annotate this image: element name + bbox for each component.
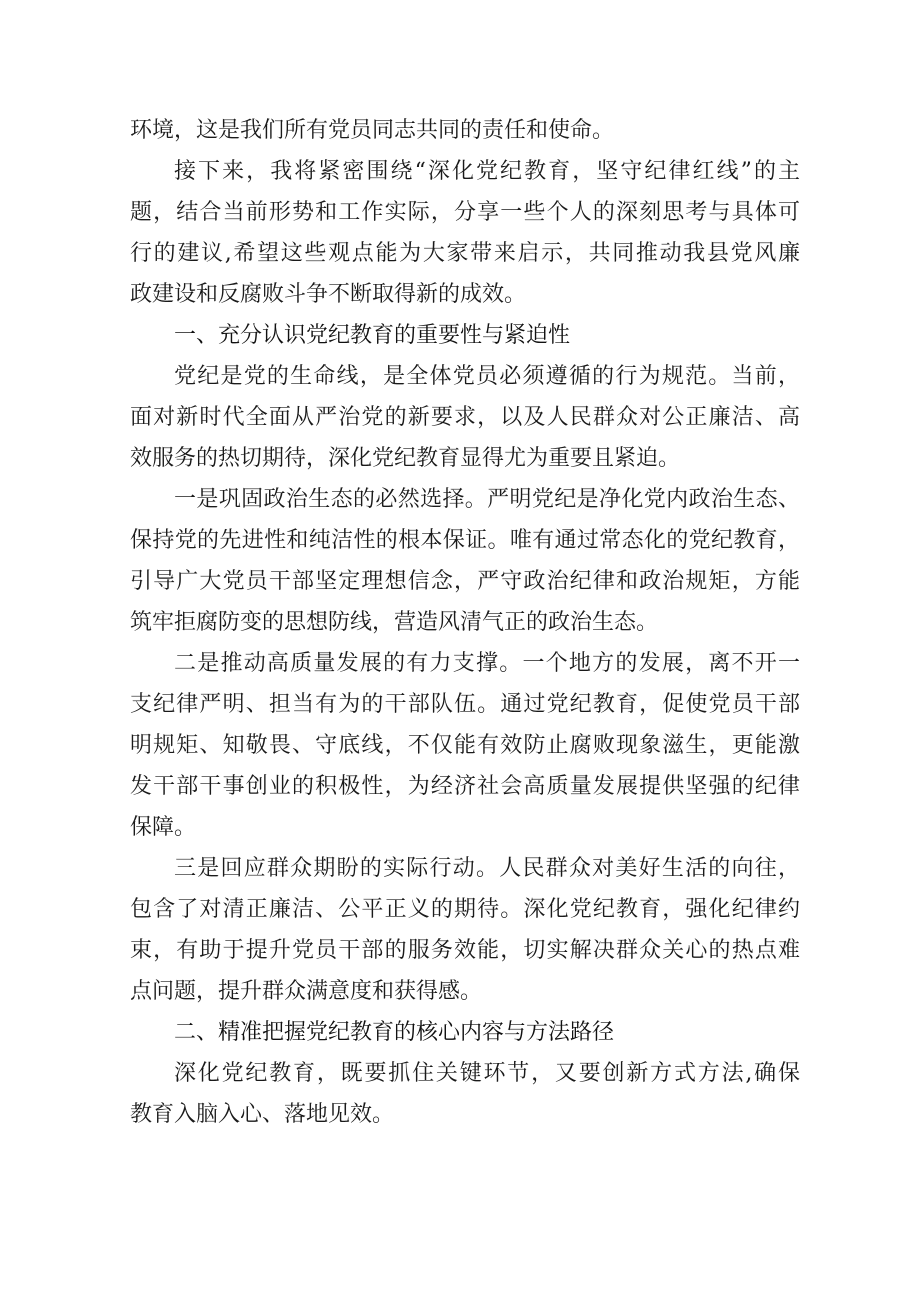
text-line: 面对新时代全面从严治党的新要求，以及人民群众对公正廉洁、高 [130,405,800,430]
text-line: 支纪律严明、担当有为的干部队伍。通过党纪教育，促使党员干部 [130,692,800,717]
text-line: 发干部干事创业的积极性，为经济社会高质量发展提供坚强的纪律 [130,774,800,799]
text-line: 一是巩固政治生态的必然选择。严明党纪是净化党内政治生态、 [174,487,800,512]
text-line: 三是回应群众期盼的实际行动。人民群众对美好生活的向往， [174,856,800,881]
text-line: 教育入脑入心、落地见效。 [130,1102,395,1127]
paragraph-methods [130,1053,800,1135]
document-body [130,110,800,1135]
text-line: 保持党的先进性和纯洁性的根本保证。唯有通过常态化的党纪教育， [130,528,800,553]
text-line: 环境，这是我们所有党员同志共同的责任和使命。 [130,118,615,143]
text-line: 深化党纪教育，既要抓住关键环节，又要创新方式方法,确保 [174,1061,800,1086]
paragraph-point-3 [130,848,800,1012]
text-line: 题，结合当前形势和工作实际，分享一些个人的深刻思考与具体可 [130,200,800,225]
text-line: 明规矩、知敬畏、守底线，不仅能有效防止腐败现象滋生，更能激 [130,733,800,758]
text-line: 党纪是党的生命线，是全体党员必须遵循的行为规范。当前， [174,364,800,389]
text-line: 包含了对清正廉洁、公平正义的期待。深化党纪教育，强化纪律约 [130,897,800,922]
section-heading-1: 一、充分认识党纪教育的重要性与紧迫性 [174,323,571,348]
text-line: 束，有助于提升党员干部的服务效能，切实解决群众关心的热点难 [130,938,800,963]
paragraph-intro [130,151,800,315]
text-line: 保障。 [130,815,197,840]
text-line: 点问题，提升群众满意度和获得感。 [130,979,483,1004]
text-line: 行的建议,希望这些观点能为大家带来启示，共同推动我县党风廉 [130,241,800,266]
text-line: 引导广大党员干部坚定理想信念，严守政治纪律和政治规矩，方能 [130,569,800,594]
text-line: 二是推动高质量发展的有力支撑。一个地方的发展，离不开一 [174,651,800,676]
paragraph-point-1 [130,479,800,643]
paragraph-point-2 [130,643,800,848]
text-line: 筑牢拒腐防变的思想防线，营造风清气正的政治生态。 [130,610,659,635]
text-line: 政建设和反腐败斗争不断取得新的成效。 [130,282,527,307]
paragraph-party-discipline [130,356,800,479]
paragraph-continued [130,110,800,151]
section-heading-2: 二、精准把握党纪教育的核心内容与方法路径 [174,1020,615,1045]
text-line: 效服务的热切期待，深化党纪教育显得尤为重要且紧迫。 [130,446,681,471]
text-line: 接下来，我将紧密围绕“深化党纪教育，坚守纪律红线”的主 [174,159,800,184]
